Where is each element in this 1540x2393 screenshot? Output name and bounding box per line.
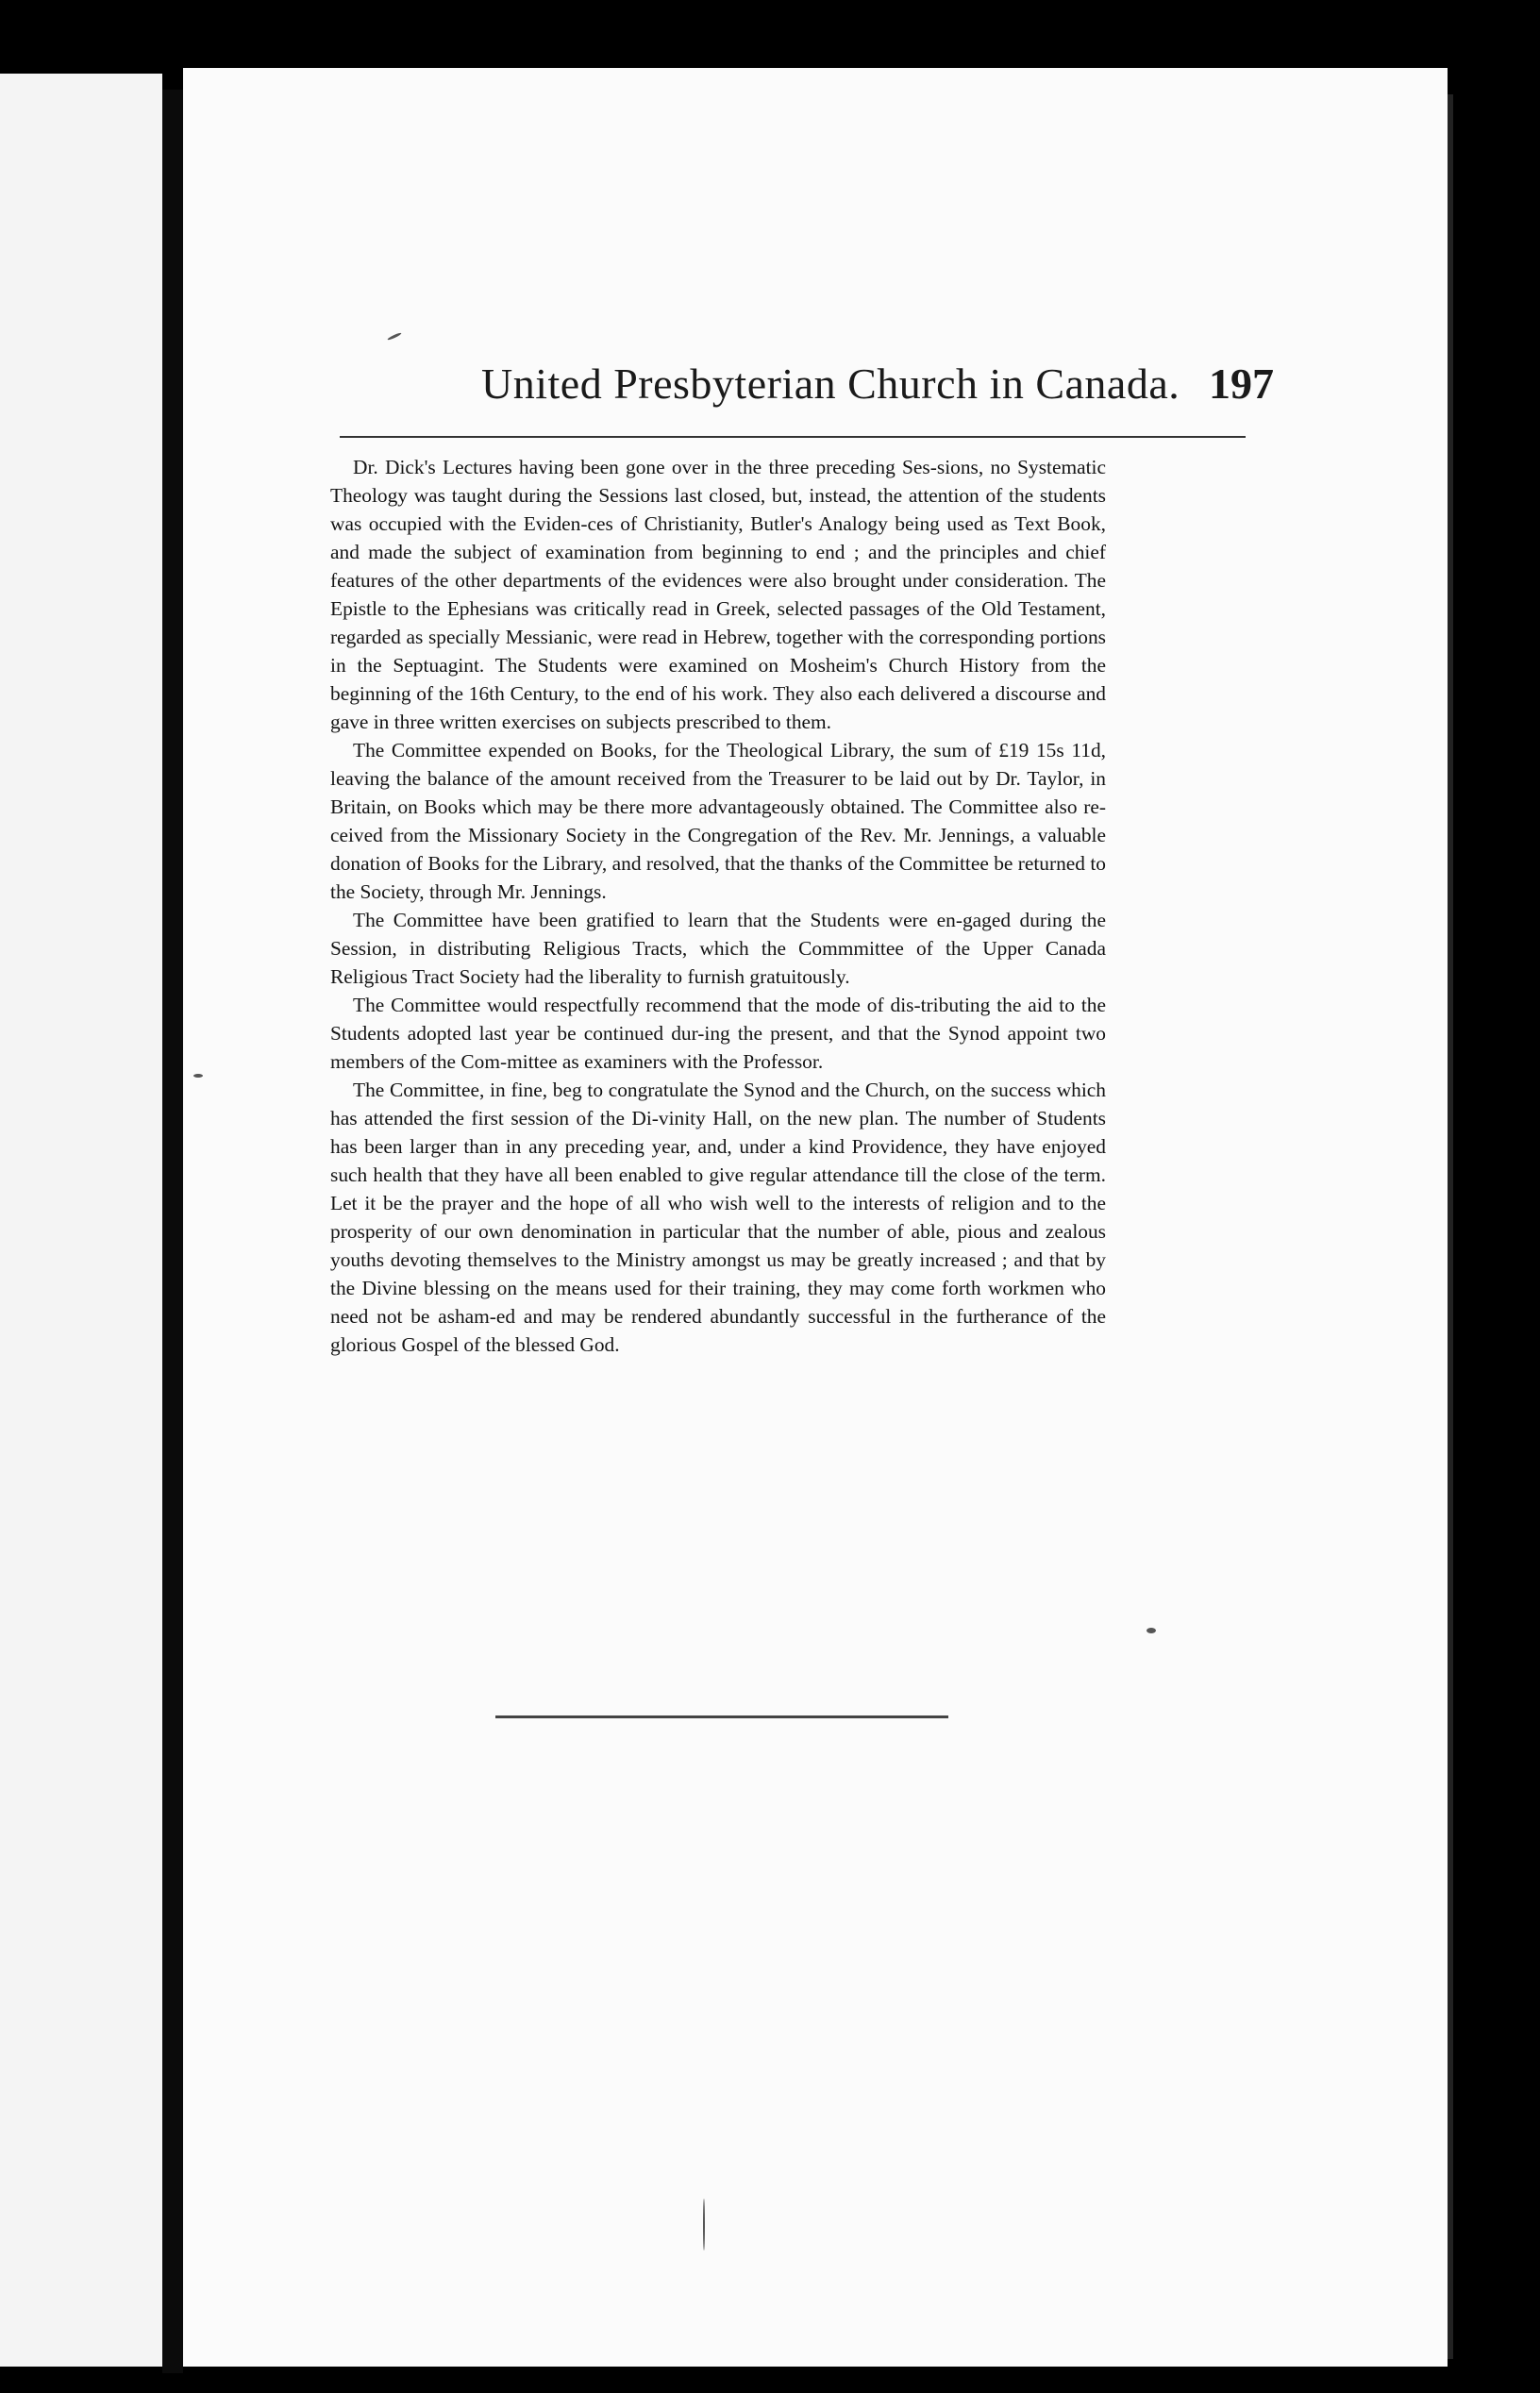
paragraph: The Committee would respectfully recommend that the mode of dis-tributing the aid to the Students adopted last year be continued dur-ing the present, and that the Synod appoint two members of the Com-mittee as examiners with the Professor. — [330, 994, 1106, 1073]
left-page-edge — [0, 74, 162, 2367]
body-text — [330, 453, 1106, 1359]
paragraph: Dr. Dick's Lectures having been gone over in the three preceding Ses-sions, no Systematic Theology was taught during the Sessions last closed, but, instead, the attention of the students was occupied with the Eviden-ces of Christianity, Butler's Analogy being used as Text Book, and made the subject of examination from beginning to end ; and the principles and chief features of the other departments of the evidences were also brought under consideration. The Epistle to the Ephesians was critically read in Greek, selected passages of the Old Testament, regarded as specially Messianic, were read in Hebrew, together with the corresponding portions in the Septuagint. The Students were examined on Mosheim's Church History from the beginning of the 16th Century, to the end of his work. They also each delivered a discourse and gave in three written exercises on subjects prescribed to them. — [330, 456, 1106, 733]
running-title: United Presbyterian Church in Canada. — [481, 360, 1180, 408]
page-edge-shadow — [1448, 94, 1453, 2359]
page-header — [340, 359, 1274, 425]
ink-mark — [703, 2199, 705, 2251]
page-number: 197 — [1209, 360, 1274, 408]
paragraph: The Committee have been gratified to learn that the Students were en-gaged during the Session, in distributing Religious Tracts, which the Commmittee of the Upper Canada Religious Tract Society had the liberality to furnish gratuitously. — [330, 909, 1106, 988]
ink-mark — [1147, 1628, 1156, 1633]
paragraph: The Committee expended on Books, for the Theological Library, the sum of £19 15s 11d, leaving the balance of the amount received from the Treasurer to be laid out by Dr. Taylor, in Britain, on Books which may be there more advantageously obtained. The Committee also re-ceived from the Missionary Society in the Congregation of the Rev. Mr. Jennings, a valuable donation of Books for the Library, and resolved, that the thanks of the Committee be returned to the Society, through Mr. Jennings. — [330, 739, 1106, 903]
ink-mark — [193, 1074, 203, 1078]
end-ornament-rule — [495, 1715, 948, 1718]
paragraph: The Committee, in fine, beg to congratulate the Synod and the Church, on the success which has attended the first session of the Di-vinity Hall, on the new plan. The number of Students has been larger than in any preceding year, and, under a kind Providence, they have enjoyed such health that they have all been enabled to give regular attendance till the close of the term. Let it be the prayer and the hope of all who wish well to the interests of religion and to the prosperity of our own denomination in particular that the number of able, pious and zealous youths devoting themselves to the Ministry amongst us may be greatly increased ; and that by the Divine blessing on the means used for their training, they may come forth workmen who need not be asham-ed and may be rendered abundantly successful in the furtherance of the glorious Gospel of the blessed God. — [330, 1079, 1106, 1356]
header-rule — [340, 436, 1246, 438]
book-spine — [162, 90, 183, 2373]
